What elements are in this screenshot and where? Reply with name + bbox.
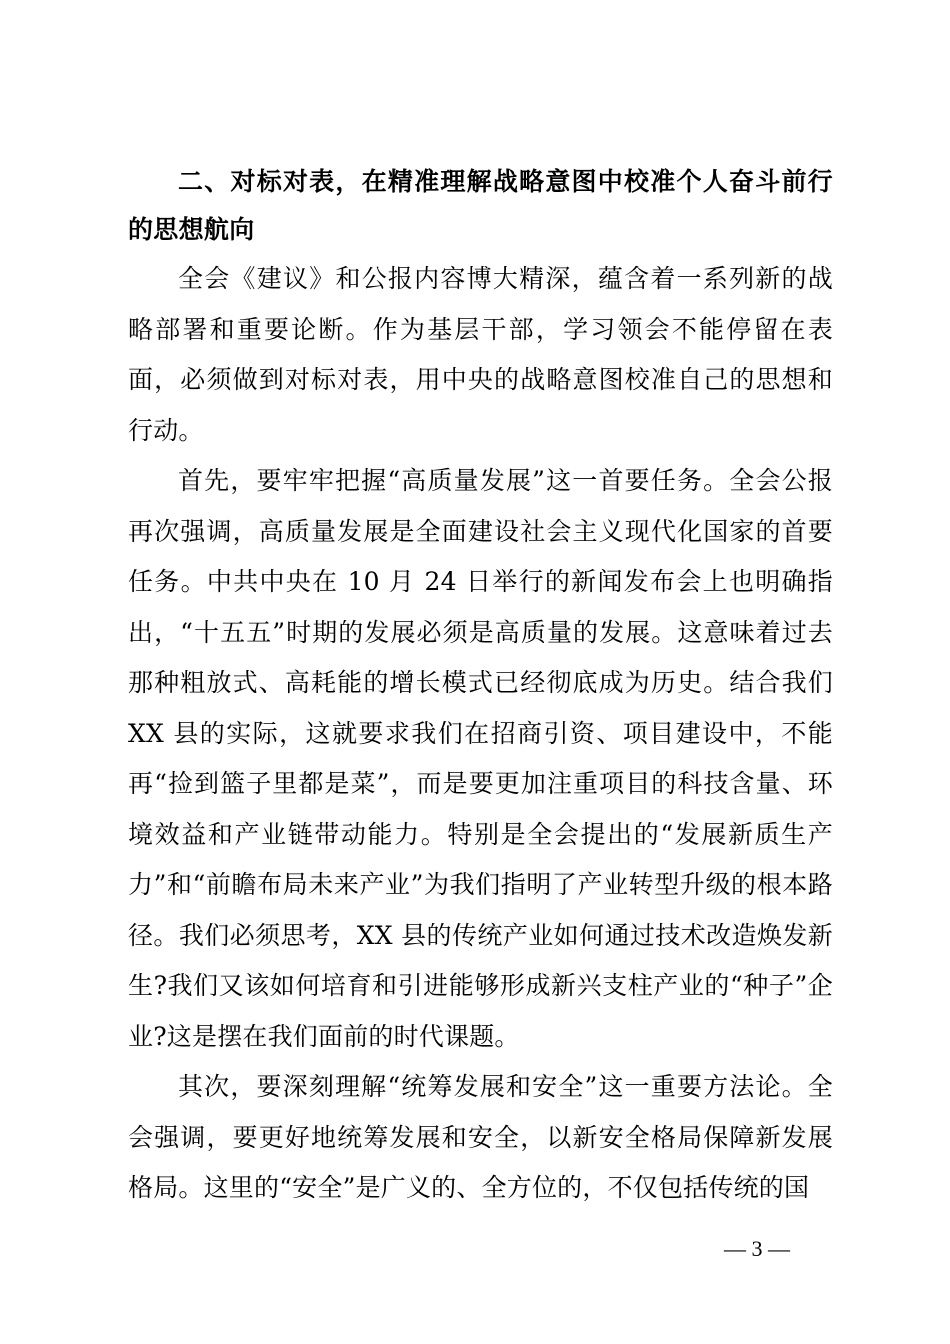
paragraph-1: 全会《建议》和公报内容博大精深，蕴含着一系列新的战略部署和重要论断。作为基层干部，学习领会不能停留在表面，必须做到对标对表，用中央的战略意图校准自己的思想和行动。 [128,264,833,445]
paragraph-2: 首先，要牢牢把握“高质量发展”这一首要任务。全会公报再次强调，高质量发展是全面建设社会主义现代化国家的首要任务。中共中央在 10 月 24 日举行的新闻发布会上也明确指出，“十五五”时期的发展必须是高质量的发展。这意味着过去那种粗放式、高耗能的增长模式已经彻底成为历史。结合我们 XX 县的实际，这就要求我们在招商引资、项目建设中，不能再“捡到篮子里都是菜”，而是要更加注重项目的科技含量、环境效益和产业链带动能力。特别是全会提出的“发展新质生产力”和“前瞻布局未来产业”为我们指明了产业转型升级的根本路径。我们必须思考，XX 县的传统产业如何通过技术改造焕发新生?我们又该如何培育和引进能够形成新兴支柱产业的“种子”企业?这是摆在我们面前的时代课题。 [128,466,833,1051]
section-heading: 二、对标对表，在精准理解战略意图中校准个人奋斗前行的思想航向 [128,167,833,244]
paragraph-3: 其次，要深刻理解“统筹发展和安全”这一重要方法论。全会强调，要更好地统筹发展和安全，以新安全格局保障新发展格局。这里的“安全”是广义的、全方位的，不仅包括传统的国 [128,1072,833,1202]
page-number: — 3 — [724,1236,790,1261]
document-body [128,158,833,1214]
